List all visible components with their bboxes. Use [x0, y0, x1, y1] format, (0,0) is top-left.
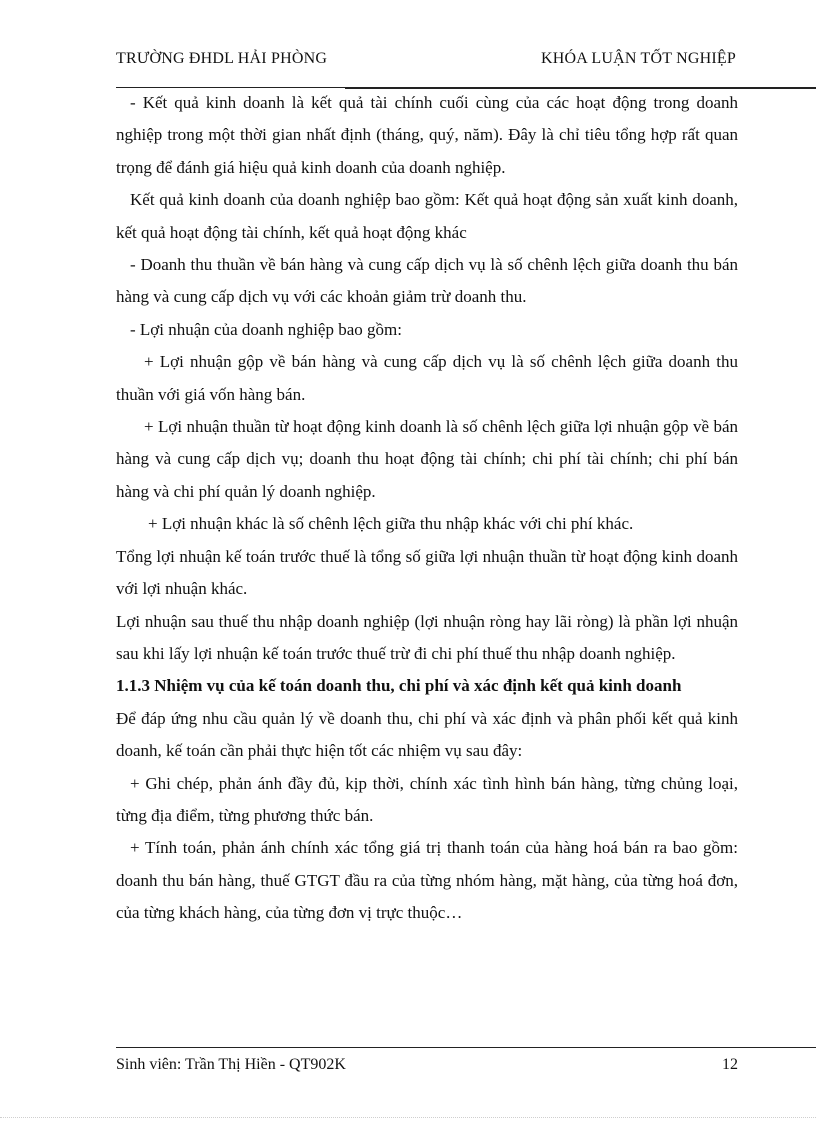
paragraph-profit-includes: - Lợi nhuận của doanh nghiệp bao gồm: — [130, 319, 402, 339]
section-heading-1-1-3: 1.1.3 Nhiệm vụ của kế toán doanh thu, chi phí và xác định kết quả kinh doanh — [116, 676, 682, 696]
paragraph-duty-calculation: + Tính toán, phản ánh chính xác tổng giá trị thanh toán của hàng hoá bán ra bao gồm: doanh thu bán hàng, thuế GTGT đầu ra của từng nhóm hàng, mặt hàng, của từng hoá đơn, của từng khách hàng, của từng đơn vị trực thuộc… — [116, 838, 738, 923]
paragraph-duty-recording: + Ghi chép, phản ánh đầy đủ, kịp thời, chính xác tình hình bán hàng, từng chủng loại, từng địa điểm, từng phương thức bán. — [116, 773, 738, 825]
header-school: TRƯỜNG ĐHDL HẢI PHÒNG — [116, 50, 328, 67]
paragraph-net-revenue: - Doanh thu thuần về bán hàng và cung cấp dịch vụ là số chênh lệch giữa doanh thu bán hàng và cung cấp dịch vụ với các khoản giảm trừ doanh thu. — [116, 255, 738, 307]
paragraph-duties-intro: Để đáp ứng nhu cầu quản lý về doanh thu, chi phí và xác định và phân phối kết quả kinh doanh, kế toán cần phải thực hiện tốt các nhiệm vụ sau đây: — [116, 708, 738, 761]
paragraph-other-profit: + Lợi nhuận khác là số chênh lệch giữa thu nhập khác với chi phí khác. — [148, 514, 634, 534]
footer-rule — [116, 1047, 816, 1048]
page-bottom-border — [0, 1117, 816, 1118]
document-body — [116, 87, 738, 930]
paragraph-after-tax-profit: Lợi nhuận sau thuế thu nhập doanh nghiệp (lợi nhuận ròng hay lãi ròng) là phần lợi nhuận sau khi lấy lợi nhuận kế toán trước thuế trừ đi chi phí thuế thu nhập doanh nghiệp. — [116, 611, 738, 663]
paragraph-business-result: - Kết quả kinh doanh là kết quả tài chính cuối cùng của các hoạt động trong doanh nghiệp trong một thời gian nhất định (tháng, quý, năm). Đây là chỉ tiêu tổng hợp rất quan trọng để đánh giá hiệu quả kinh doanh của doanh nghiệp. — [116, 93, 738, 177]
paragraph-operating-profit: + Lợi nhuận thuần từ hoạt động kinh doanh là số chênh lệch giữa lợi nhuận gộp về bán hàng và cung cấp dịch vụ; doanh thu hoạt động tài chính; chi phí tài chính; chi phí bán hàng và chi phí quản lý doanh nghiệp. — [116, 417, 738, 501]
page-number: 12 — [722, 1056, 738, 1073]
paragraph-gross-profit: + Lợi nhuận gộp về bán hàng và cung cấp dịch vụ là số chênh lệch giữa doanh thu thuần với giá vốn hàng bán. — [116, 352, 738, 404]
footer-student: Sinh viên: Trần Thị Hiền - QT902K — [116, 1056, 346, 1073]
header-doc-type: KHÓA LUẬN TỐT NGHIỆP — [541, 50, 736, 67]
paragraph-result-components: Kết quả kinh doanh của doanh nghiệp bao gồm: Kết quả hoạt động sản xuất kinh doanh, kết quả hoạt động tài chính, kết quả hoạt động khác — [116, 190, 738, 242]
paragraph-pretax-profit: Tổng lợi nhuận kế toán trước thuế là tổng số giữa lợi nhuận thuần từ hoạt động kinh doanh với lợi nhuận khác. — [116, 546, 738, 599]
